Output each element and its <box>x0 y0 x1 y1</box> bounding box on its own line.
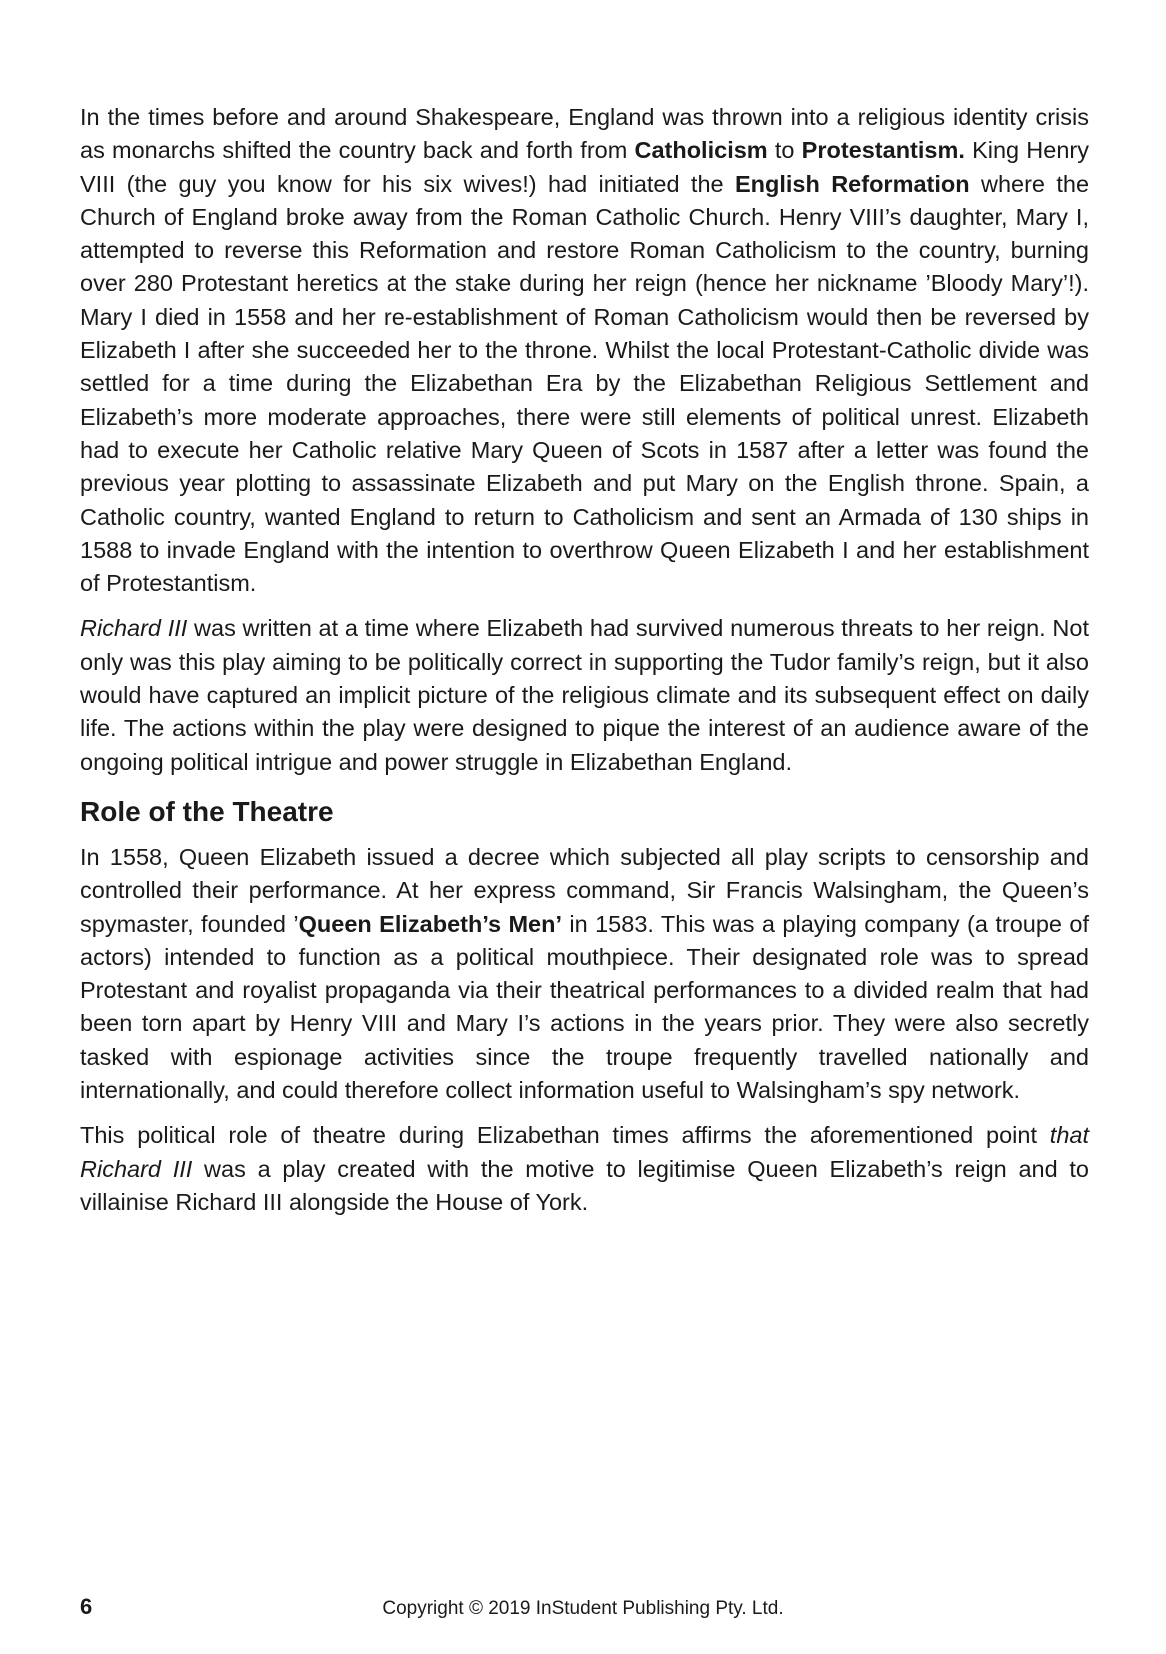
copyright-notice: Copyright © 2019 InStudent Publishing Pty. Ltd. <box>382 1598 784 1619</box>
text-run: This political role of theatre during Elizabethan times affirms the aforementioned point <box>80 1122 1050 1149</box>
paragraph-theatre-role <box>80 841 1089 1107</box>
play-title: Richard III <box>80 615 188 642</box>
term-catholicism: Catholicism <box>634 137 768 164</box>
page-content <box>80 101 1089 1231</box>
text-run: In the times before and around Shakespeare, England was thrown into a religious identity crisis as monarchs shifted the country back and forth from <box>80 104 1089 164</box>
text-run: to <box>767 137 802 164</box>
text-run: In 1558, Queen Elizabeth issued a decree which subjected all play scripts to censorship and controlled their performance. At her express command, Sir Francis Walsingham, the Queen’s spymaster, founded ’ <box>80 843 1089 937</box>
paragraph-richard-iii-context <box>80 612 1089 778</box>
text-run: in 1583. This was a playing company (a troupe of actors) intended to function as a political mouthpiece. Their designated role was to spread Protestant and royalist propaganda via their theatrical performances to a divided realm that had been torn apart by Henry VIII and Mary I’s actions in the years prior. They were also secretly tasked with espionage activities since the troupe frequently travelled nationally and internationally, and could therefore collect information useful to Walsingham’s spy network. <box>80 910 1089 1104</box>
text-run: where the Church of England broke away from the Roman Catholic Church. Henry VIII’s daughter, Mary I, attempted to reverse this Reformation and restore Roman Catholicism to the country, burning over 280 Protestant heretics at the stake during her reign (hence her nickname ’Bloody Mary’!). Mary I died in 1558 and her re-establishment of Roman Catholicism would then be reversed by Elizabeth I after she succeeded her to the throne. Whilst the local Protestant-Catholic divide was settled for a time during the Elizabethan Era by the Elizabethan Religious Settlement and Elizabeth’s more moderate approaches, there were still elements of political unrest. Elizabeth had to execute her Catholic relative Mary Queen of Scots in 1587 after a letter was found the previous year plotting to assassinate Elizabeth and put Mary on the English throne. Spain, a Catholic country, wanted England to return to Catholicism and sent an Armada of 130 ships in 1588 to invade England with the intention to overthrow Queen Elizabeth I and her establishment of Protestantism. <box>80 170 1090 597</box>
text-run: King Henry VIII (the guy you know for his six wives!) had initiated the <box>80 137 1089 197</box>
section-heading: Role of the Theatre <box>80 795 334 827</box>
italic-phrase: that Richard III <box>80 1122 1089 1182</box>
text-run: was written at a time where Elizabeth had survived numerous threats to her reign. Not only was this play aiming to be politically correct in supporting the Tudor family’s reign, but it also would have captured an implicit picture of the religious climate and its subsequent effect on daily life. The actions within the play were designed to pique the interest of an audience aware of the ongoing political intrigue and power struggle in Elizabethan England. <box>80 615 1089 775</box>
text-run: was a play created with the motive to legitimise Queen Elizabeth’s reign and to villainise Richard III alongside the House of York. <box>80 1155 1090 1215</box>
term-english-reformation: English Reformation <box>734 170 970 197</box>
term-protestantism: Protestantism. <box>801 137 965 164</box>
paragraph-religion <box>80 101 1089 600</box>
paragraph-political-role <box>80 1119 1089 1219</box>
term-queen-elizabeths-men: Queen Elizabeth’s Men’ <box>298 910 562 937</box>
page-number: 6 <box>80 1594 93 1619</box>
